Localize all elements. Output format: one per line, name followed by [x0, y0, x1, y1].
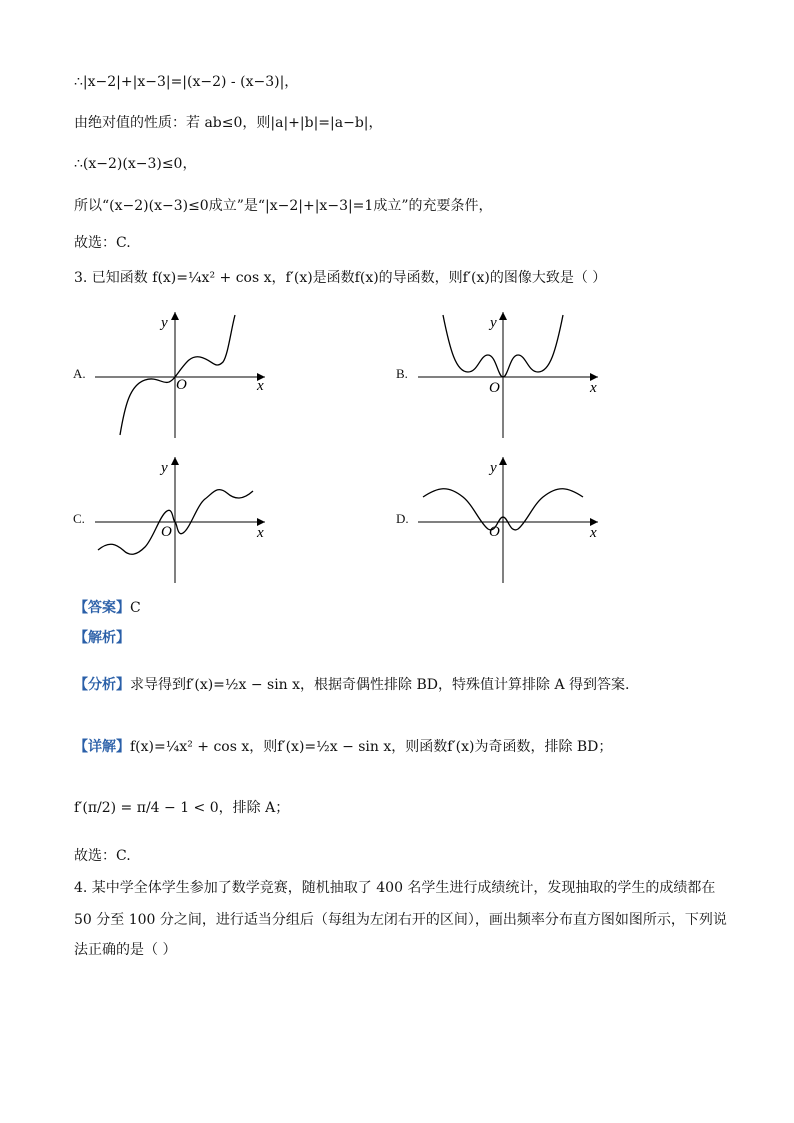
special-value-line: f′(π/2) = π/4 − 1 < 0，排除 A； [74, 800, 290, 816]
xiangjie-tag: 【详解】 [74, 739, 130, 755]
graph-b-y-label: y [490, 315, 497, 331]
question-4-line-3: 法正确的是（ ） [74, 942, 177, 958]
graph-b-x-label: x [590, 380, 597, 396]
line-2: 由绝对值的性质：若 ab≤0，则|a|+|b|=|a−b|， [74, 115, 383, 131]
fenxi-line [74, 675, 629, 695]
xiangjie-text: f(x)=¼x² + cos x，则f′(x)=½x − sin x，则函数f′(x)为奇函数，排除 BD； [130, 739, 613, 755]
graph-a-x-label: x [257, 378, 264, 394]
analysis-line [74, 628, 130, 648]
graph-d-origin-label: O [489, 524, 500, 540]
line-5: 故选：C. [74, 235, 131, 251]
question-3: 3. 已知函数 f(x)=¼x² + cos x，f′(x)是函数f(x)的导函数，则f′(x)的图像大致是（ ） [74, 270, 607, 286]
graph-c-x-label: x [257, 525, 264, 541]
graph-d [418, 455, 608, 585]
line-4: 所以“(x−2)(x−3)≤0成立”是“|x−2|+|x−3|=1成立”的充要条件， [74, 198, 493, 214]
fenxi-text: 求导得到f′(x)=½x − sin x，根据奇偶性排除 BD，特殊值计算排除 A 得到答案. [130, 677, 630, 693]
answer-line [74, 598, 141, 618]
option-b-label: B. [396, 366, 408, 381]
option-a-label: A. [73, 366, 86, 381]
fenxi-tag: 【分析】 [74, 677, 130, 693]
graph-b [418, 310, 608, 440]
answer-tag: 【答案】 [74, 600, 130, 616]
analysis-tag: 【解析】 [74, 630, 130, 646]
graph-b-origin-label: O [489, 380, 500, 396]
question-4-line-1: 4. 某中学全体学生参加了数学竞赛，随机抽取了 400 名学生进行成绩统计，发现抽取的学生的成绩都在 [74, 880, 716, 896]
answer-value: C [130, 600, 141, 616]
line-3: ∴(x−2)(x−3)≤0， [74, 156, 197, 172]
option-d-label: D. [396, 511, 409, 526]
question-4-line-2: 50 分至 100 分之间，进行适当分组后（每组为左闭右开的区间），画出频率分布直方图如图所示，下列说 [74, 912, 727, 928]
graph-d-y-label: y [490, 460, 497, 476]
choose-line: 故选：C. [74, 848, 131, 864]
graph-a-y-label: y [161, 315, 168, 331]
graph-a-origin-label: O [176, 377, 187, 393]
graph-c [95, 455, 275, 585]
graph-c-y-label: y [161, 460, 168, 476]
option-c-label: C. [73, 511, 85, 526]
line-1: ∴|x−2|+|x−3|=|(x−2) - (x−3)|， [74, 74, 299, 90]
graph-c-origin-label: O [161, 524, 172, 540]
graph-a [95, 310, 275, 440]
graph-d-x-label: x [590, 525, 597, 541]
xiangjie-line [74, 737, 612, 757]
